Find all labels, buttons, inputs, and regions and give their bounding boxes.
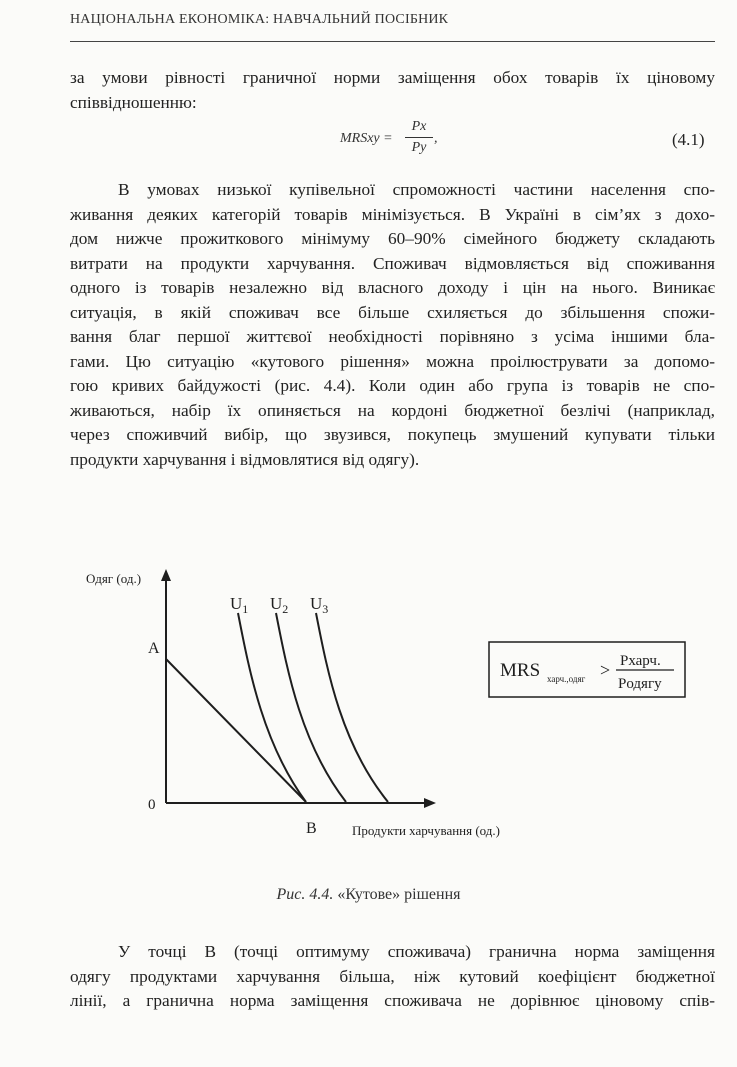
figure-caption	[0, 886, 737, 904]
paragraph-2	[70, 940, 715, 1014]
formula-fraction	[405, 119, 433, 156]
text-line: гами. Цю ситуацію «кутового рішення» можна проілюструвати за допомо-	[70, 351, 715, 371]
budget-line	[166, 659, 306, 802]
curve-label-u3: $U_3$	[310, 594, 329, 616]
text-line: вання благ першої життєвої необхідності порівняно з усіма іншими бла-	[70, 327, 715, 346]
box-subscript: харч.,одяг	[547, 674, 586, 684]
text-line: У точці В (точці оптимуму споживача) гранична норма заміщення	[118, 942, 715, 961]
point-a-label: A	[148, 640, 160, 657]
text-line: продукти харчування і відмовлятися від одягу).	[70, 449, 420, 469]
x-axis-arrow	[424, 798, 436, 808]
fraction-bar	[405, 137, 433, 138]
formula-lhs: MRSxy =	[340, 131, 393, 146]
formula-denominator: Py	[411, 140, 427, 155]
caption-prefix: Рис. 4.4.	[276, 886, 334, 903]
header-rule	[70, 41, 715, 42]
box-denominator: Pодягу	[618, 676, 662, 692]
point-b-label: B	[306, 820, 317, 837]
text-line: лінії, а гранична норма заміщення споживача не дорівнює ціновому спів-	[70, 991, 715, 1010]
text-line: одягу продуктами харчування більша, ніж кутовий коефіцієнт бюджетної	[70, 966, 715, 986]
caption-text: «Кутове» рішення	[337, 886, 461, 903]
text-line: гою кривих байдужості (рис. 4.4). Коли один або група із товарів не спо-	[70, 376, 715, 395]
text-line: дом нижче прожиткового мінімуму 60–90% сімейного бюджету складають	[70, 229, 715, 248]
indifference-curves-diagram	[0, 555, 737, 855]
text-line: через споживчий вибір, що звузився, покупець змушений купувати тільки	[70, 425, 715, 444]
box-numerator: Pхарч.	[620, 653, 661, 669]
text-line: ситуація, в якій споживач все більше схиляється до збільшення спожи-	[70, 302, 715, 322]
text-line: за умови рівності граничної норми заміщення обох товарів їх ціновому	[70, 68, 715, 87]
formula-comma: ,	[434, 131, 438, 146]
intro-paragraph	[70, 66, 715, 115]
formula-numerator: Px	[411, 119, 427, 134]
x-axis-label: Продукти харчування (од.)	[352, 823, 501, 838]
curve-label-u2: $U_2$	[270, 594, 289, 616]
text-line: співвідношенню:	[70, 92, 197, 112]
y-axis-label: Одяг (од.)	[86, 571, 142, 586]
box-relation: >	[600, 660, 611, 680]
box-mrs: MRS	[500, 660, 541, 681]
origin-label: 0	[148, 797, 156, 813]
indifference-curve-u1	[238, 613, 306, 802]
figure-corner-solution	[0, 555, 737, 855]
text-line: живаються, набір їх опиняється на кордоні бюджетної безлічі (наприклад,	[70, 400, 715, 420]
curve-label-u1: $U_1$	[230, 594, 249, 616]
running-header: НАЦІОНАЛЬНА ЕКОНОМІКА: НАВЧАЛЬНИЙ ПОСІБНИК	[70, 12, 449, 27]
text-line: живання деяких категорій товарів мінімізується. В Україні в сім’ях з дохо-	[70, 204, 715, 224]
indifference-curve-u2	[276, 613, 346, 802]
y-axis-arrow	[161, 569, 171, 581]
text-line: В умовах низької купівельної спроможності частини населення спо-	[118, 180, 715, 199]
paragraph-1	[70, 178, 715, 472]
equation-number: (4.1)	[672, 130, 705, 149]
text-line: одного із товарів незалежно від власного доходу і цін на нього. Виникає	[70, 278, 715, 297]
text-line: витрати на продукти харчування. Споживач відмовляється від споживання	[70, 253, 715, 273]
